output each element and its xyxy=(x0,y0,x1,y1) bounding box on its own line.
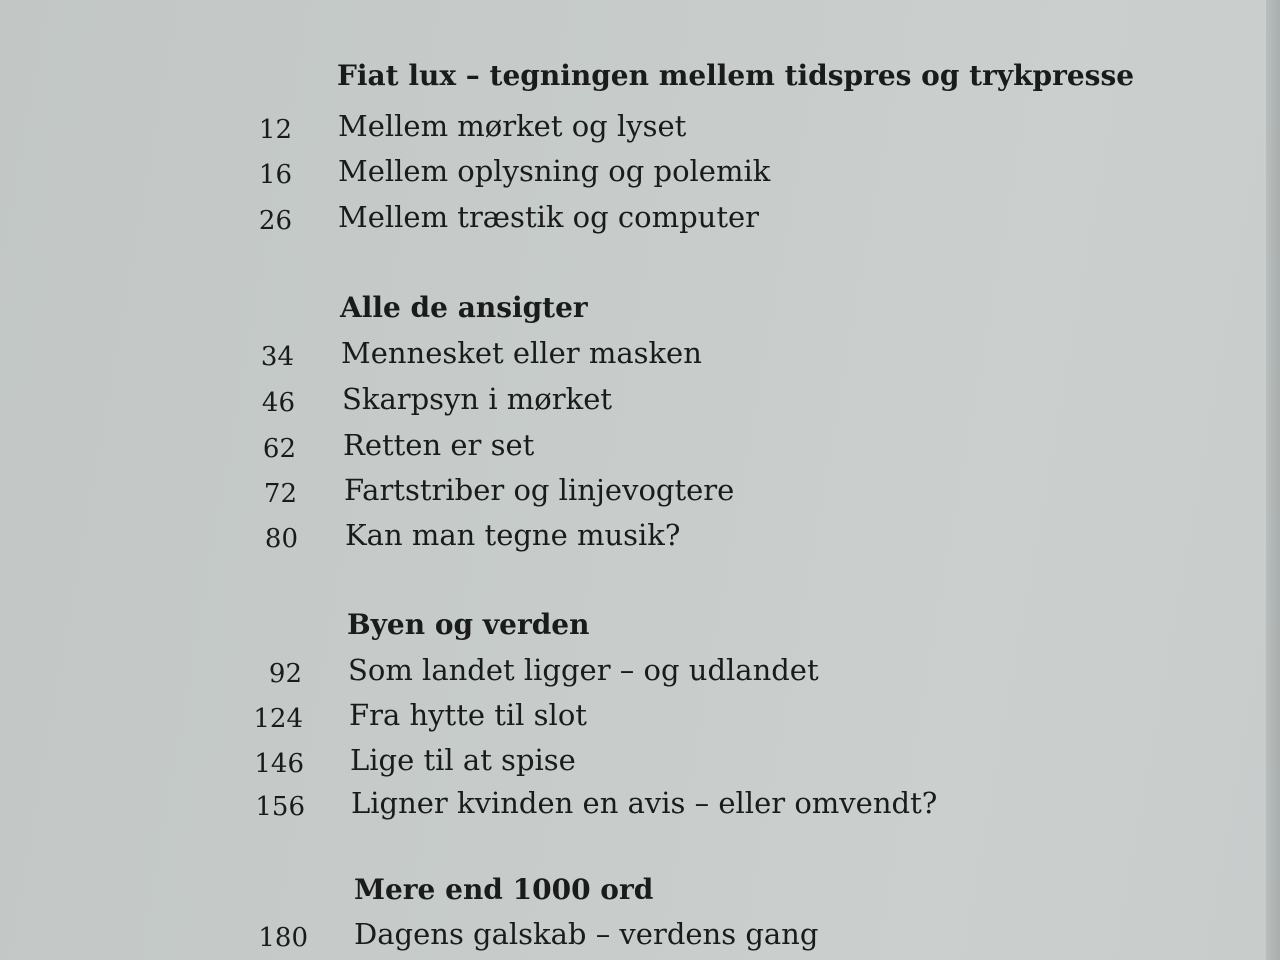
toc-entry xyxy=(236,515,836,555)
page-number: 34 xyxy=(260,342,294,372)
entry-title: Retten er set xyxy=(343,428,535,462)
toc-entry xyxy=(243,783,943,823)
section-heading: Alle de ansigter xyxy=(340,291,588,324)
page-number: 72 xyxy=(263,479,297,509)
page-number: 146 xyxy=(254,749,304,779)
entry-title: Mellem træstik og computer xyxy=(338,200,760,234)
entry-title: Mennesket eller masken xyxy=(341,336,702,370)
toc-entry xyxy=(230,151,830,191)
toc-entry xyxy=(235,470,835,510)
entry-title: Mellem mørket og lyset xyxy=(338,109,687,143)
toc-entry xyxy=(234,425,834,465)
page-edge xyxy=(1266,0,1280,960)
section-heading: Byen og verden xyxy=(347,608,590,641)
section-heading: Fiat lux – tegningen mellem tidspres og trykpresse xyxy=(337,59,1135,92)
page-number: 156 xyxy=(255,792,305,822)
toc-entry xyxy=(241,695,861,735)
page-number: 46 xyxy=(261,388,295,418)
section-heading: Mere end 1000 ord xyxy=(354,873,654,906)
entry-title: Dagens galskab – verdens gang xyxy=(354,917,819,951)
entry-title: Fra hytte til slot xyxy=(349,698,587,732)
toc-entry xyxy=(246,914,866,954)
toc-entry xyxy=(242,740,862,780)
page-number: 180 xyxy=(258,923,308,953)
entry-title: Fartstriber og linjevogtere xyxy=(344,473,735,507)
toc-entry xyxy=(230,106,830,146)
entry-title: Mellem oplysning og polemik xyxy=(338,154,771,188)
entry-title: Lige til at spise xyxy=(350,743,576,777)
toc-entry xyxy=(240,650,860,690)
page-number: 16 xyxy=(258,160,292,190)
page-number: 26 xyxy=(258,206,292,236)
page-number: 12 xyxy=(258,115,292,145)
page-number: 62 xyxy=(262,434,296,464)
page-number: 124 xyxy=(253,704,303,734)
toc-entry xyxy=(230,197,830,237)
entry-title: Skarpsyn i mørket xyxy=(342,382,613,416)
page-number: 92 xyxy=(268,659,302,689)
entry-title: Kan man tegne musik? xyxy=(345,518,681,552)
toc-entry xyxy=(233,379,833,419)
entry-title: Ligner kvinden en avis – eller omvendt? xyxy=(351,786,938,820)
page-number: 80 xyxy=(264,524,298,554)
toc-entry xyxy=(232,333,832,373)
entry-title: Som landet ligger – og udlandet xyxy=(348,653,819,687)
